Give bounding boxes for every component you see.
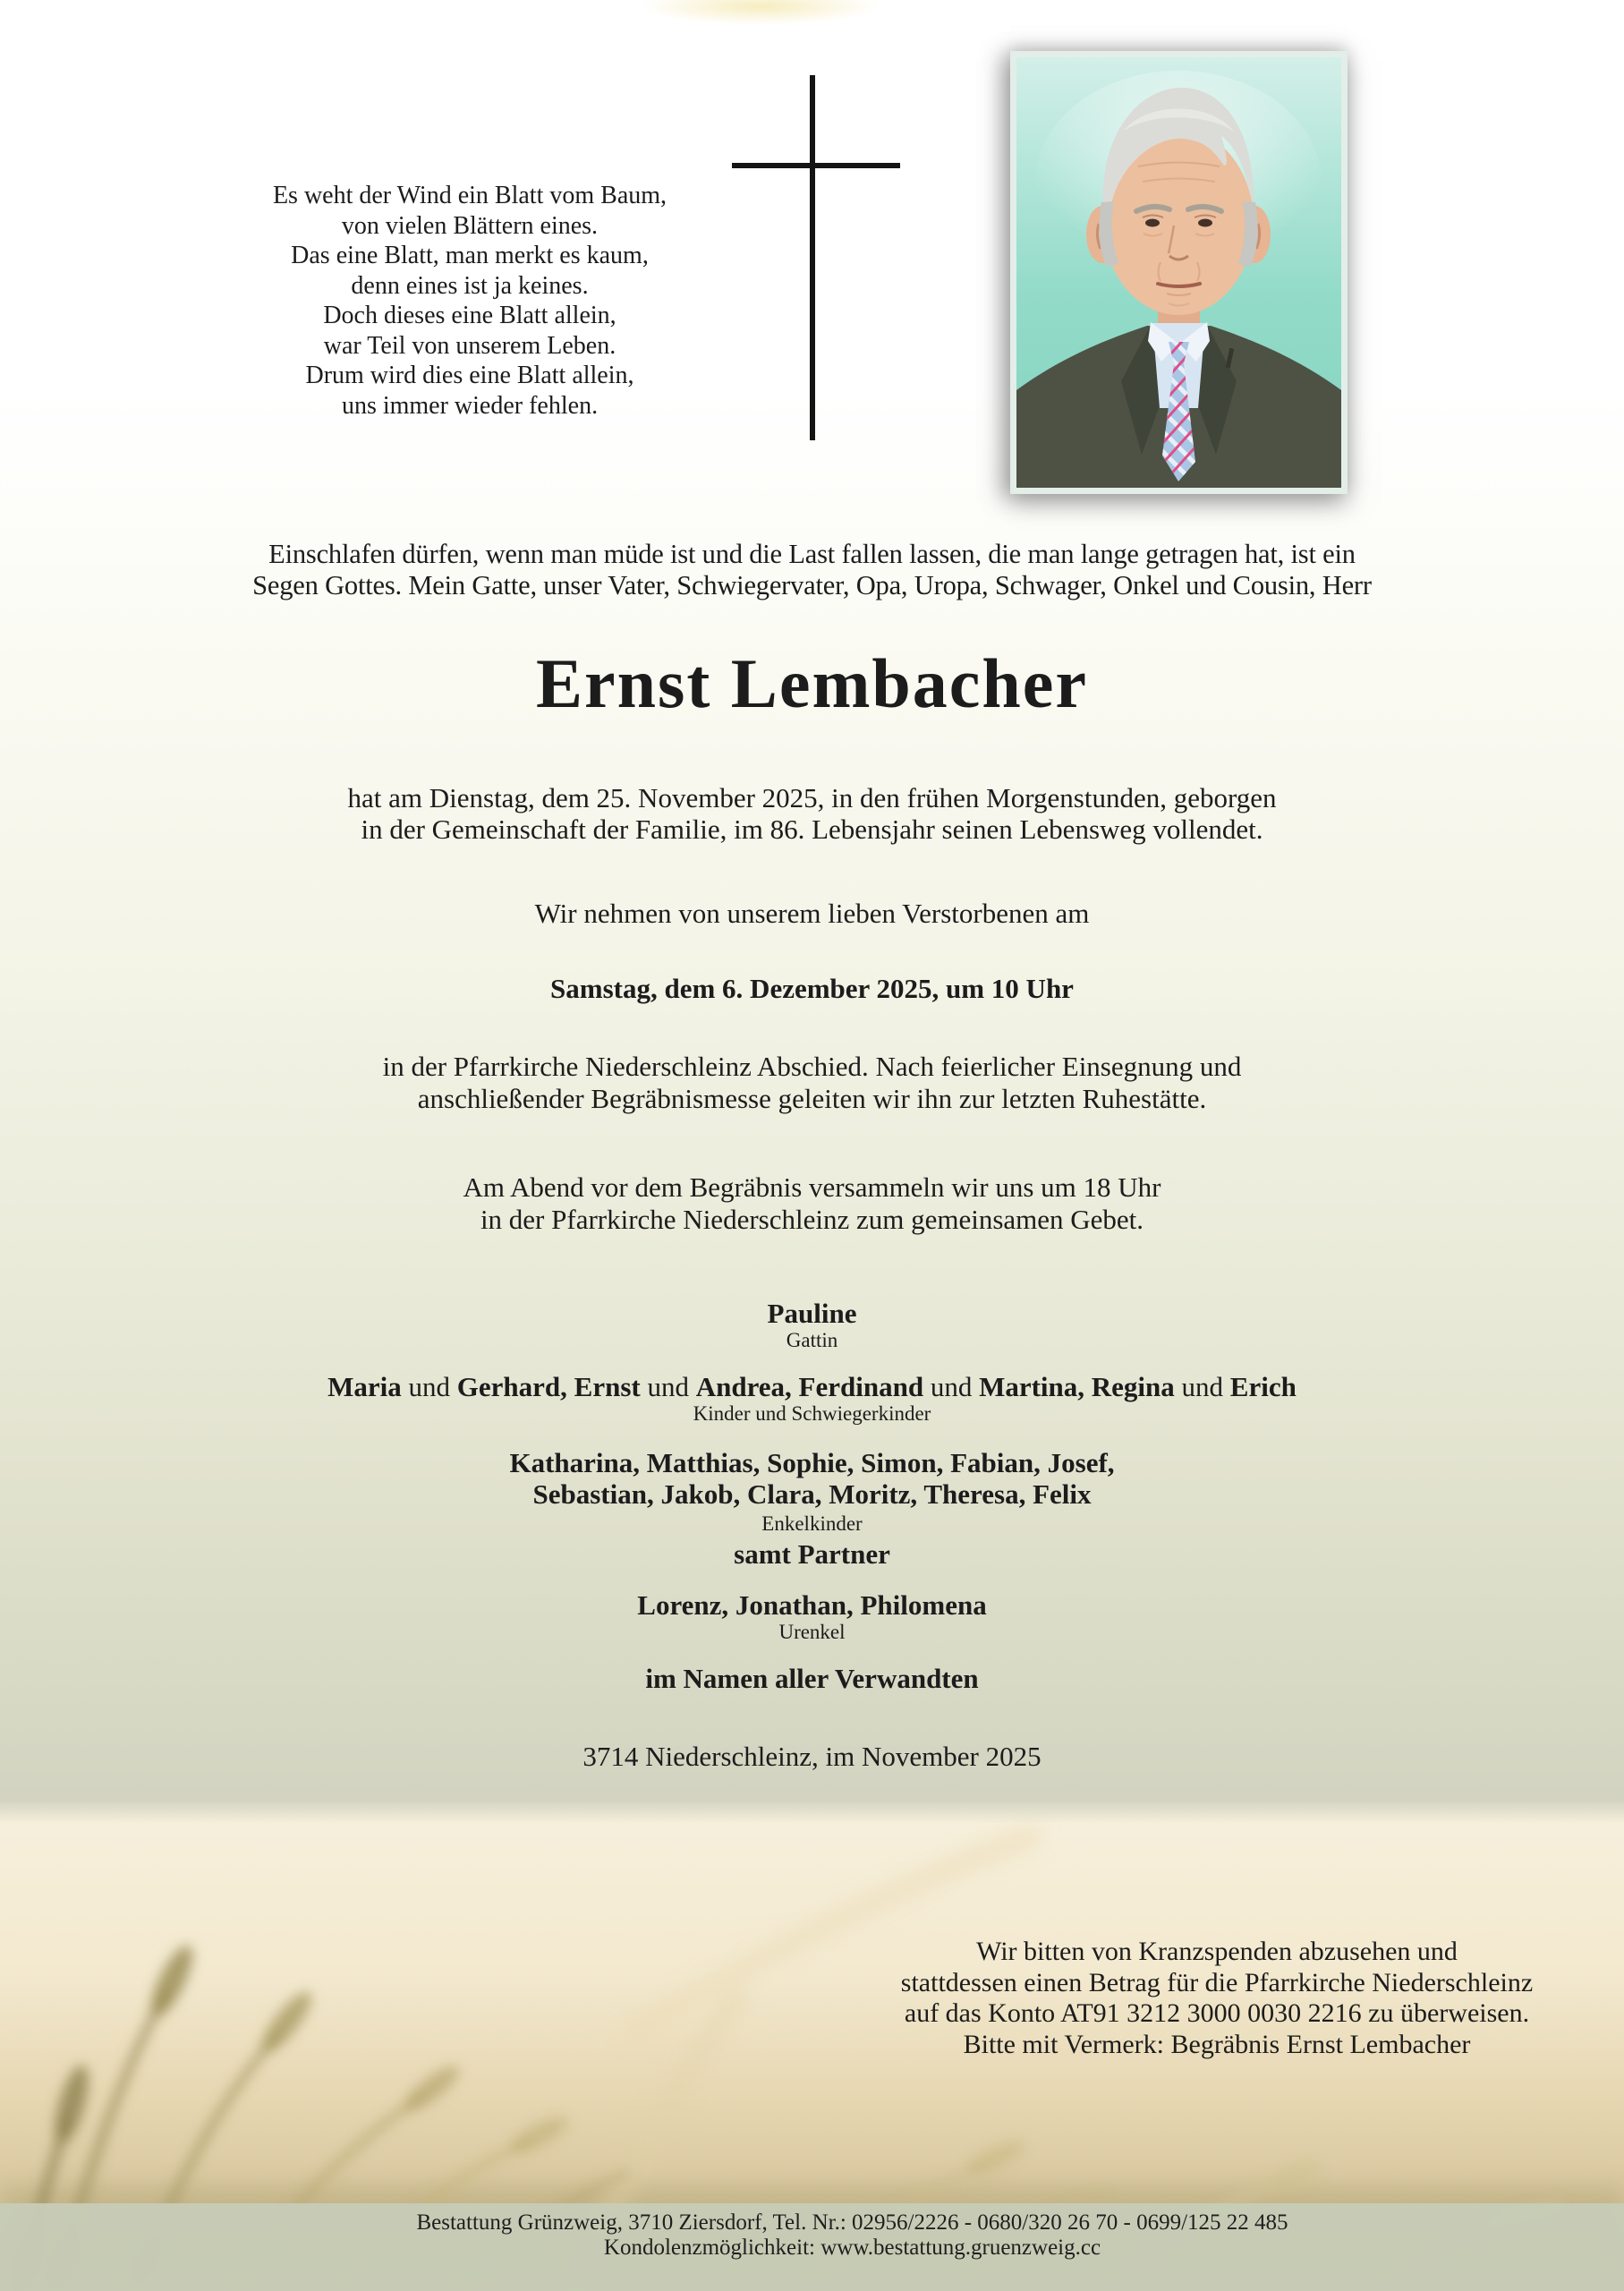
conjunction: und (401, 1371, 457, 1402)
funeral-home-contact-line: Bestattung Grünzweig, 3710 Ziersdorf, Tel. Nr.: 02956/2226 - 0680/320 26 70 - 0699/125 22 485 (416, 2210, 1288, 2235)
child-name: Martina, Regina (979, 1371, 1175, 1402)
conjunction: und (640, 1371, 696, 1402)
grandchildren-relation-label: Enkelkinder (761, 1512, 863, 1535)
grandchildren-line: Katharina, Matthias, Sophie, Simon, Fabian, Josef, (509, 1447, 1115, 1478)
announcement-line: hat am Dienstag, dem 25. November 2025, in den frühen Morgenstunden, geborgen (347, 782, 1277, 813)
child-name: Gerhard, Ernst (456, 1371, 641, 1402)
conjunction: und (923, 1371, 980, 1402)
poem-line: Doch dieses eine Blatt allein, (323, 302, 616, 329)
funeral-datetime: Samstag, dem 6. Dezember 2025, um 10 Uhr (550, 973, 1074, 1004)
deceased-name: Ernst Lembacher (535, 644, 1089, 722)
donation-line: Wir bitten von Kranzspenden abzusehen und (976, 1937, 1458, 1966)
child-name: Andrea, Ferdinand (695, 1371, 924, 1402)
wife-name: Pauline (767, 1298, 857, 1329)
portrait-photo (1010, 51, 1348, 494)
intro-paragraph (0, 539, 1624, 601)
funeral-location-line: in der Pfarrkirche Niederschleinz Abschied. Nach feierlicher Einsegnung und (382, 1051, 1242, 1082)
evening-prayer-line: Am Abend vor dem Begräbnis versammeln wir uns um 18 Uhr (463, 1171, 1161, 1203)
poem-line: war Teil von unserem Leben. (323, 331, 616, 360)
evening-prayer-paragraph (0, 1171, 1624, 1236)
condolence-website-line: Kondolenzmöglichkeit: www.bestattung.gruenzweig.cc (603, 2235, 1101, 2260)
evening-prayer-line: in der Pfarrkirche Niederschleinz zum gemeinsamen Gebet. (480, 1204, 1144, 1235)
donation-line: auf das Konto AT91 3212 3000 0030 2216 zu überweisen. (904, 1998, 1530, 2028)
partners-note: samt Partner (734, 1538, 890, 1570)
funeral-location-line: anschließender Begräbnismesse geleiten wir ihn zur letzten Ruhestätte. (417, 1083, 1207, 1114)
poem-line: Drum wird dies eine Blatt allein, (305, 362, 634, 389)
children-names (0, 1371, 1624, 1402)
poem-line: von vielen Blättern eines. (341, 211, 599, 240)
funeral-location-paragraph (0, 1051, 1624, 1115)
donation-request (814, 1937, 1620, 2060)
great-grandchildren-relation-label: Urenkel (778, 1621, 846, 1643)
announcement-line: in der Gemeinschaft der Familie, im 86. Lebensjahr seinen Lebensweg vollendet. (361, 813, 1263, 845)
family-closing-line: im Namen aller Verwandten (645, 1663, 979, 1694)
donation-line: Bitte mit Vermerk: Begräbnis Ernst Lembacher (963, 2029, 1471, 2059)
poem-line: uns immer wieder fehlen. (341, 391, 599, 420)
conjunction: und (1174, 1371, 1230, 1402)
cross-icon (732, 163, 900, 168)
great-grandchildren-names: Lorenz, Jonathan, Philomena (637, 1589, 987, 1621)
child-name: Maria (327, 1371, 402, 1402)
grandchildren-line: Sebastian, Jakob, Clara, Moritz, Theresa, Felix (532, 1478, 1092, 1510)
wife-relation-label: Gattin (786, 1329, 838, 1351)
top-glow-decoration (640, 0, 881, 25)
farewell-intro: Wir nehmen von unserem lieben Verstorbenen am (534, 898, 1090, 929)
intro-line: Segen Gottes. Mein Gatte, unser Vater, Schwiegervater, Opa, Uropa, Schwager, Onkel und Cousin, Herr (252, 570, 1372, 600)
memorial-poem (206, 181, 734, 421)
poem-line: Das eine Blatt, man merkt es kaum, (291, 242, 649, 269)
place-and-date-line: 3714 Niederschleinz, im November 2025 (582, 1741, 1042, 1772)
poem-line: denn eines ist ja keines. (351, 271, 589, 300)
donation-line: stattdessen einen Betrag für die Pfarrkirche Niederschleinz (900, 1967, 1534, 1997)
poem-line: Es weht der Wind ein Blatt vom Baum, (272, 182, 667, 209)
cross-icon (810, 75, 815, 440)
intro-line: Einschlafen dürfen, wenn man müde ist und die Last fallen lassen, die man lange getragen hat, ist ein (268, 539, 1356, 569)
portrait-of-deceased (1016, 57, 1341, 488)
funeral-home-footer (85, 2210, 1620, 2260)
death-announcement (0, 782, 1624, 845)
children-relation-label: Kinder und Schwiegerkinder (693, 1402, 931, 1425)
child-name: Erich (1229, 1371, 1297, 1402)
grandchildren-names (0, 1447, 1624, 1510)
